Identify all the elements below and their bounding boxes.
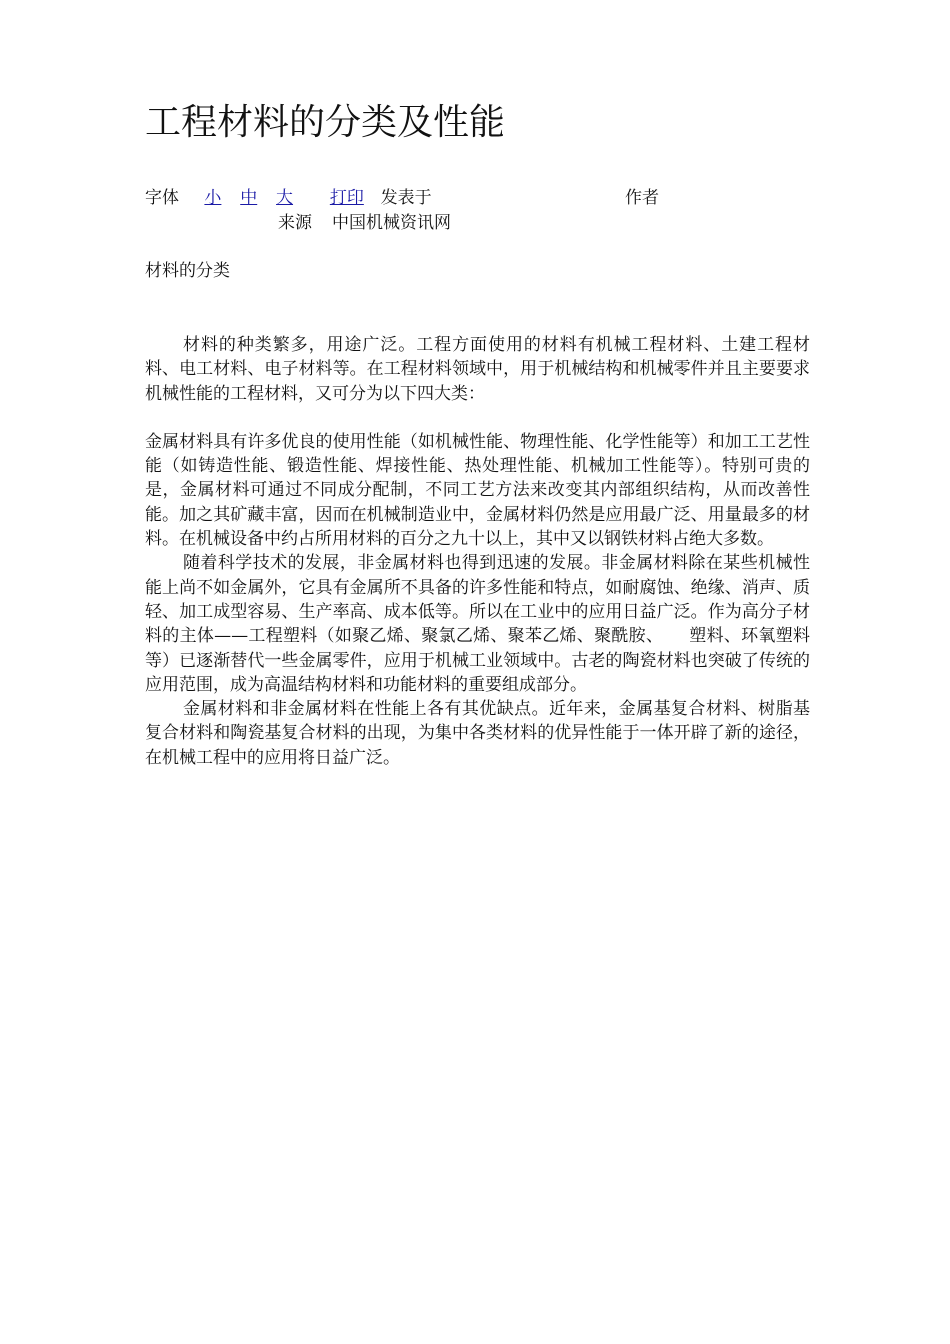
paragraph-intro: 材料的种类繁多，用途广泛。工程方面使用的材料有机械工程材料、土建工程材料、电工材料、电子材料等。在工程材料领域中，用于机械结构和机械零件并且主要要求机械性能的工程材料，又可分为以下四大类： xyxy=(145,335,810,404)
font-size-large-link[interactable]: 大 xyxy=(276,188,294,208)
published-label: 发表于 xyxy=(380,188,432,208)
paragraph-metal: 金属材料具有许多优良的使用性能（如机械性能、物理性能、化学性能等）和加工工艺性能（如铸造性能、锻造性能、焊接性能、热处理性能、机械加工性能等）。特别可贵的是，金属材料可通过不同成分配制，不同工艺方法来改变其内部组织结构，从而改善性能。加之其矿藏丰富，因而在机械制造业中，金属材料仍然是应用最广泛、用量最多的材料。在机械设备中约占所用材料的百分之九十以上，其中又以钢铁材料占绝大多数。 xyxy=(145,431,810,550)
print-link[interactable]: 打印 xyxy=(329,188,364,208)
source-value: 中国机械资讯网 xyxy=(332,213,451,233)
font-size-small-link[interactable]: 小 xyxy=(204,188,222,208)
font-size-medium-link[interactable]: 中 xyxy=(240,188,258,208)
paragraph-nonmetal: 随着科学技术的发展，非金属材料也得到迅速的发展。非金属材料除在某些机械性能上尚不如金属外，它具有金属所不具备的许多性能和特点，如耐腐蚀、绝缘、消声、质轻、加工成型容易、生产率高、成本低等。所以在工业中的应用日益广泛。作为高分子材料的主体——工程塑料（如聚乙烯、聚氯乙烯、聚苯乙烯、聚酰胺、 塑料、环氧塑料等）已逐渐替代一些金属零件，应用于机械工业领域中。古老的陶瓷材料也突破了传统的应用范围，成为高温结构材料和功能材料的重要组成部分。 xyxy=(145,553,810,695)
article-meta-bar xyxy=(145,186,810,210)
source-line xyxy=(278,211,451,235)
page-title: 工程材料的分类及性能 xyxy=(145,102,506,143)
author-label: 作者 xyxy=(625,188,659,208)
paragraph-composite: 金属材料和非金属材料在性能上各有其优缺点。近年来，金属基复合材料、树脂基复合材料和陶瓷基复合材料的出现，为集中各类材料的优异性能于一体开辟了新的途径，在机械工程中的应用将日益广泛。 xyxy=(145,699,810,768)
font-size-label: 字体 xyxy=(145,188,179,208)
article-body xyxy=(145,333,810,770)
section-heading: 材料的分类 xyxy=(145,261,230,281)
source-label: 来源 xyxy=(278,213,312,233)
